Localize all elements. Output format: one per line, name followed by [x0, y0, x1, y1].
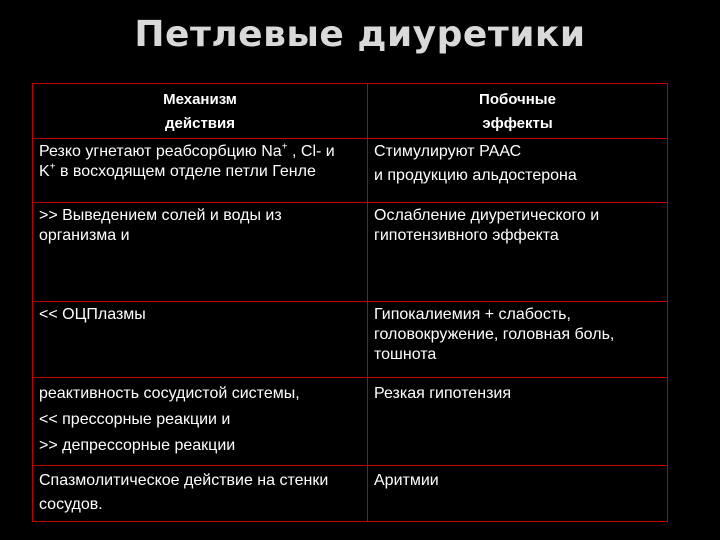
- superscript: +: [49, 161, 56, 173]
- text-fragment: в восходящем отделе петли Генле: [55, 163, 316, 180]
- effect-cell: [368, 203, 668, 302]
- superscript: +: [281, 141, 288, 153]
- header-side-effects: [368, 84, 668, 139]
- table-row: [33, 139, 668, 203]
- cell-line: [39, 142, 361, 162]
- cell-line: Спазмолитическое действие на стенки: [39, 472, 329, 489]
- cell-line: << ОЦПлазмы: [39, 306, 146, 323]
- mechanism-cell: [33, 203, 368, 302]
- table-header-row: [33, 84, 668, 139]
- header-line: эффекты: [482, 115, 553, 132]
- header-line: действия: [165, 115, 235, 132]
- page-title: Петлевые диуретики: [134, 14, 586, 55]
- cell-line: головокружение, головная боль,: [374, 326, 615, 343]
- cell-line: сосудов.: [39, 496, 103, 513]
- header-line: Механизм: [163, 91, 237, 108]
- table-row: [33, 466, 668, 522]
- effect-cell: [368, 302, 668, 378]
- header-mechanism: [33, 84, 368, 139]
- cell-line: << прессорные реакции и: [39, 411, 231, 428]
- cell-line: гипотензивного эффекта: [374, 227, 559, 244]
- header-line: Побочные: [479, 91, 556, 108]
- mechanism-cell: [33, 466, 368, 522]
- cell-line: Резкая гипотензия: [374, 385, 512, 402]
- cell-line: Ослабление диуретического и: [374, 207, 600, 224]
- cell-line: организма и: [39, 227, 130, 244]
- cell-line: [39, 162, 361, 182]
- table-row: [33, 302, 668, 378]
- cell-line: Аритмии: [374, 472, 439, 489]
- table-row: [33, 378, 668, 466]
- cell-line: реактивность сосудистой системы,: [39, 385, 300, 402]
- cell-line: и продукцию альдостерона: [374, 167, 577, 184]
- mechanism-cell: [33, 378, 368, 466]
- mechanism-cell: [33, 302, 368, 378]
- cell-line: Гипокалиемия + слабость,: [374, 306, 571, 323]
- effect-cell: [368, 466, 668, 522]
- diuretics-table: [32, 83, 668, 522]
- effect-cell: [368, 139, 668, 203]
- text-fragment: K: [39, 163, 50, 180]
- table-row: [33, 203, 668, 302]
- cell-line: Стимулируют РААС: [374, 143, 522, 160]
- cell-line: >> депрессорные реакции: [39, 437, 236, 454]
- effect-cell: [368, 378, 668, 466]
- cell-line: тошнота: [374, 346, 437, 363]
- cell-line: >> Выведением солей и воды из: [39, 207, 282, 224]
- text-fragment: , Cl- и: [287, 143, 335, 160]
- mechanism-cell: [33, 139, 368, 203]
- text-fragment: Резко угнетают реабсорбцию Na: [39, 143, 282, 160]
